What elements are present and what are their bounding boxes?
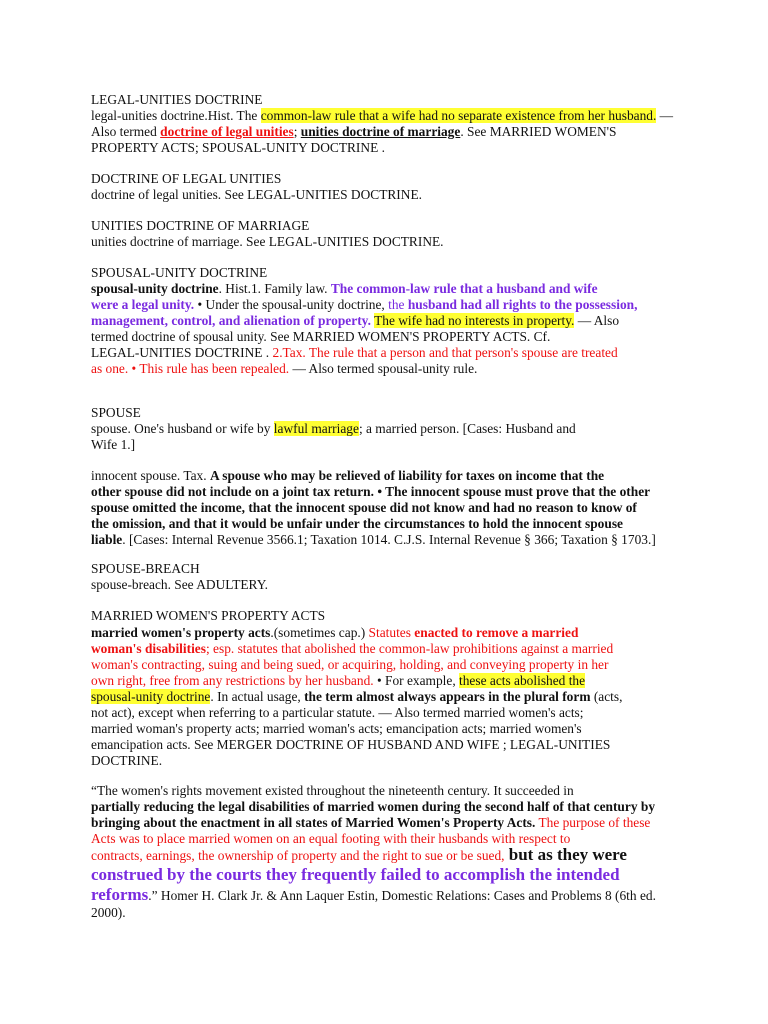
emphasis: The common-law rule that a husband and wife: [330, 281, 598, 296]
highlight: The wife had no interests in property.: [374, 313, 575, 328]
text: (acts,: [590, 689, 623, 704]
red-text: as one. • This rule has been repealed.: [91, 361, 290, 376]
highlight: these acts abolished the: [459, 673, 586, 688]
innocent-spouse-line-3: spouse omitted the income, that the innocent spouse did not know and had no reason to know of: [91, 500, 637, 515]
emphasis: were a legal unity.: [91, 297, 195, 312]
text: • Under the spousal-unity doctrine,: [194, 297, 389, 312]
bold-text: the term almost always appears in the plural form: [304, 689, 591, 704]
innocent-spouse-line-1: [91, 468, 604, 484]
term: married women's property acts: [91, 625, 271, 640]
text: —: [656, 108, 674, 123]
spouse-breach-line-1: spouse-breach. See ADULTERY.: [91, 577, 269, 592]
term: spousal-unity doctrine: [91, 281, 219, 296]
spousal-unity-line-3: [91, 313, 619, 329]
mwpa-line-5: [91, 689, 622, 705]
red-text: contracts, earnings, the ownership of property and the right to sue or be sued,: [91, 848, 505, 863]
legal-unities-line-3: PROPERTY ACTS; SPOUSAL-UNITY DOCTRINE .: [91, 140, 385, 155]
spouse-line-1: [91, 421, 576, 437]
highlight: lawful marriage: [273, 421, 359, 436]
bold-text: liable: [91, 532, 123, 547]
quote-line-1: “The women's rights movement existed throughout the nineteenth century. It succeeded in: [91, 783, 574, 798]
spousal-unity-line-5: [91, 345, 618, 361]
highlight: common-law rule that a wife had no separate existence from her husband.: [260, 108, 657, 123]
bold-text: A spouse who may be relieved of liability for taxes on income that the: [209, 468, 605, 483]
bold-text: bringing about the enactment in all states of Married Women's Property Acts.: [91, 815, 536, 830]
text: LEGAL-UNITIES DOCTRINE .: [91, 345, 273, 360]
heading-legal-unities: LEGAL-UNITIES DOCTRINE: [91, 92, 263, 107]
text: . Hist.1. Family law.: [218, 281, 331, 296]
text: ;: [293, 124, 301, 139]
red-text: The purpose of these: [535, 815, 651, 830]
spousal-unity-line-1: [91, 281, 598, 297]
text: legal-unities doctrine.Hist. The: [91, 108, 261, 123]
text: the: [388, 297, 408, 312]
quote-line-6: construed by the courts they frequently failed to accomplish the intended: [91, 865, 620, 884]
quote-line-7: [91, 887, 656, 904]
red-text: 2.Tax. The rule that a person and that person's spouse are treated: [272, 345, 618, 360]
text: .” Homer H. Clark Jr. & Ann Laquer Estin, Domestic Relations: Cases and Problems 8 (6th ed.: [148, 888, 656, 903]
innocent-spouse-line-4: the omission, and that it would be unfair under the circumstances to hold the innocent spouse: [91, 516, 623, 531]
unities-marriage-line-1: unities doctrine of marriage. See LEGAL-UNITIES DOCTRINE.: [91, 234, 444, 249]
emphasis: management, control, and alienation of property.: [91, 313, 371, 328]
quote-line-2: partially reducing the legal disabilities of married women during the second half of that century by: [91, 799, 656, 814]
innocent-spouse-line-2: other spouse did not include on a joint tax return. • The innocent spouse must prove that the other: [91, 484, 651, 499]
heading-unities-marriage: UNITIES DOCTRINE OF MARRIAGE: [91, 218, 310, 233]
text: ; a married person. [Cases: Husband and: [358, 421, 576, 436]
doctrine-legal-unities-line-1: doctrine of legal unities. See LEGAL-UNITIES DOCTRINE.: [91, 187, 422, 202]
mwpa-line-4: [91, 673, 585, 689]
spousal-unity-line-6: [91, 361, 477, 377]
quote-line-5: [91, 847, 627, 864]
red-bold-text: enacted to remove a married: [414, 625, 579, 640]
text: . [Cases: Internal Revenue 3566.1; Taxation 1014. C.J.S. Internal Revenue § 366; Taxation § 1703.]: [122, 532, 656, 547]
text: . See MARRIED WOMEN'S: [460, 124, 617, 139]
red-text: ; esp. statutes that abolished the common-law prohibitions against a married: [205, 641, 614, 656]
text: — Also termed spousal-unity rule.: [289, 361, 478, 376]
mwpa-line-9: DOCTRINE.: [91, 753, 163, 768]
text: . In actual usage,: [210, 689, 305, 704]
text: Also termed: [91, 124, 161, 139]
text: • For example,: [373, 673, 460, 688]
heading-spouse-breach: SPOUSE-BREACH: [91, 561, 200, 576]
mwpa-line-6: not act), except when referring to a particular statute. — Also termed married women's acts;: [91, 705, 584, 720]
emphasis: husband had all rights to the possession,: [407, 297, 638, 312]
spousal-unity-line-2: [91, 297, 637, 313]
red-text: own right, free from any restrictions by her husband.: [91, 673, 374, 688]
text: — Also: [574, 313, 620, 328]
link-doctrine-of-legal-unities[interactable]: doctrine of legal unities: [160, 124, 294, 139]
link-unities-doctrine-of-marriage[interactable]: unities doctrine of marriage: [300, 124, 461, 139]
heading-doctrine-legal-unities: DOCTRINE OF LEGAL UNITIES: [91, 171, 282, 186]
text: .(sometimes cap.): [270, 625, 369, 640]
mwpa-line-2: [91, 641, 613, 657]
text: innocent spouse. Tax.: [91, 468, 210, 483]
mwpa-line-8: emancipation acts. See MERGER DOCTRINE OF HUSBAND AND WIFE ; LEGAL-UNITIES: [91, 737, 611, 752]
innocent-spouse-line-5: [91, 532, 656, 548]
mwpa-line-3: woman's contracting, suing and being sued, or acquiring, holding, and conveying property in her: [91, 657, 609, 672]
red-text: Statutes: [368, 625, 415, 640]
red-bold-text: woman's disabilities: [91, 641, 206, 656]
legal-unities-line-1: [91, 108, 673, 124]
heading-spouse: SPOUSE: [91, 405, 141, 420]
heading-spousal-unity: SPOUSAL-UNITY DOCTRINE: [91, 265, 268, 280]
mwpa-line-7: married woman's property acts; married woman's acts; emancipation acts; married women's: [91, 721, 582, 736]
mwpa-line-1: [91, 625, 578, 641]
big-bold-text: but as they were: [504, 845, 627, 864]
legal-unities-line-2: [91, 124, 617, 140]
quote-line-8: 2000).: [91, 905, 126, 920]
quote-line-3: [91, 815, 650, 831]
quote-line-4: Acts was to place married women on an equal footing with their husbands with respect to: [91, 831, 571, 846]
big-purple-text: reforms: [91, 885, 149, 904]
highlight: spousal-unity doctrine: [91, 689, 211, 704]
spouse-line-2: Wife 1.]: [91, 437, 136, 452]
text: spouse. One's husband or wife by: [91, 421, 274, 436]
spousal-unity-line-4: termed doctrine of spousal unity. See MARRIED WOMEN'S PROPERTY ACTS. Cf.: [91, 329, 551, 344]
heading-mwpa: MARRIED WOMEN'S PROPERTY ACTS: [91, 608, 326, 623]
